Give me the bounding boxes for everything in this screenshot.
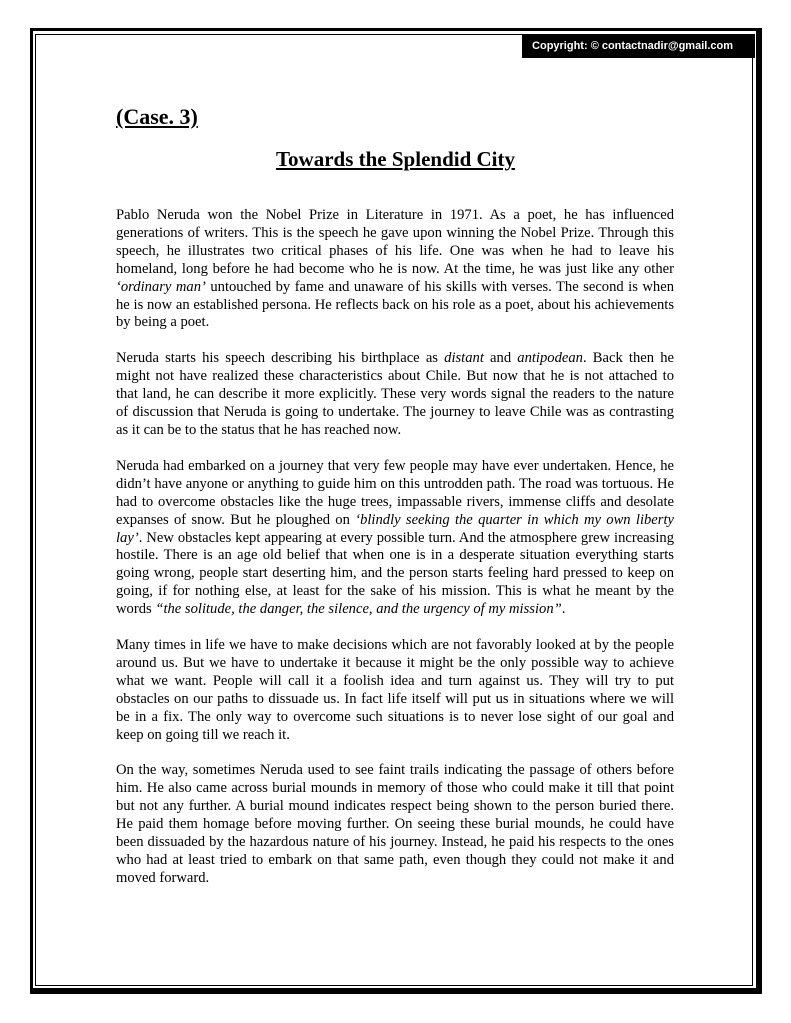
text-run: . bbox=[561, 601, 566, 618]
document-body bbox=[116, 207, 674, 906]
text-run: Pablo Neruda won the Nobel Prize in Literature in 1971. As a poet, he has influenced generations of writers. This is the speech he gave upon winning the Nobel Prize. Through this speech, he illustrates two critical phases of his life. One was when he had to leave his homeland, long before he had become who he is now. At the time, he was just like any other bbox=[116, 207, 674, 277]
paragraph bbox=[116, 207, 674, 332]
paragraph bbox=[116, 350, 674, 440]
italic-quote: distant bbox=[444, 350, 484, 367]
text-run: Many times in life we have to make decisions which are not favorably looked at by the people around us. But we have to undertake it because it might be the only possible way to achieve what we want. People will call it a foolish idea and turn against us. They will try to put obstacles on our paths to dissuade us. In fact life itself will put us in situations where we will be in a fix. The only way to overcome such situations is to never lose sight of our goal and keep on going till we reach it. bbox=[116, 637, 674, 743]
italic-quote: ‘ordinary man’ bbox=[116, 278, 206, 295]
document-title: Towards the Splendid City bbox=[275, 147, 516, 171]
paragraph bbox=[116, 762, 674, 887]
paragraph bbox=[116, 458, 674, 619]
text-run: and bbox=[483, 350, 518, 367]
text-run: untouched by fame and unaware of his skills with verses. The second is when he is now an established persona. He reflects back on his role as a poet, about his achievements by being a poet. bbox=[116, 278, 674, 331]
italic-quote: antipodean bbox=[517, 350, 583, 367]
text-run: . Back then he might not have realized these characteristics about Chile. But now that he is not attached to that land, he can describe it more explicitly. These very words signal the readers to the nature of discussion that Neruda is going to undertake. The journey to leave Chile was as contrasting as it can be to the status that he has reached now. bbox=[116, 350, 674, 438]
text-run: On the way, sometimes Neruda used to see faint trails indicating the passage of others before him. He also came across burial mounds in memory of those who could make it till that point but not any further. A burial mound indicates respect being shown to the person buried there. He paid them homage before moving further. On seeing these burial mounds, he could have been dissuaded by the hazardous nature of his journey. Instead, he paid his respects to the ones who had at least tried to embark on that same path, even though they could not make it and moved forward. bbox=[116, 762, 674, 886]
italic-quote: ‘blindly seeking the quarter in which my own liberty lay’ bbox=[116, 511, 674, 546]
text-run: Neruda had embarked on a journey that very few people may have ever undertaken. Hence, he didn’t have anyone or anything to guide him on this untrodden path. The road was tortuous. He had to overcome obstacles like the huge trees, impassable rivers, immense cliffs and desolate expanses of snow. But he ploughed on bbox=[116, 457, 674, 528]
paragraph bbox=[116, 637, 674, 744]
text-run: . New obstacles kept appearing at every possible turn. And the atmosphere grew increasing hostile. There is an age old belief that when one is in a desperate situation everything starts going wrong, people start deserting him, and the person starts feeling hard pressed to keep on going, if for nothing else, at least for the sake of his mission. This is what he meant by the words bbox=[116, 529, 674, 618]
italic-quote: “the solitude, the danger, the silence, and the urgency of my mission” bbox=[155, 601, 562, 618]
case-label: (Case. 3) bbox=[116, 104, 198, 129]
text-run: Neruda starts his speech describing his birthplace as bbox=[116, 350, 445, 367]
copyright-banner: Copyright: © contactnadir@gmail.com bbox=[522, 34, 755, 58]
